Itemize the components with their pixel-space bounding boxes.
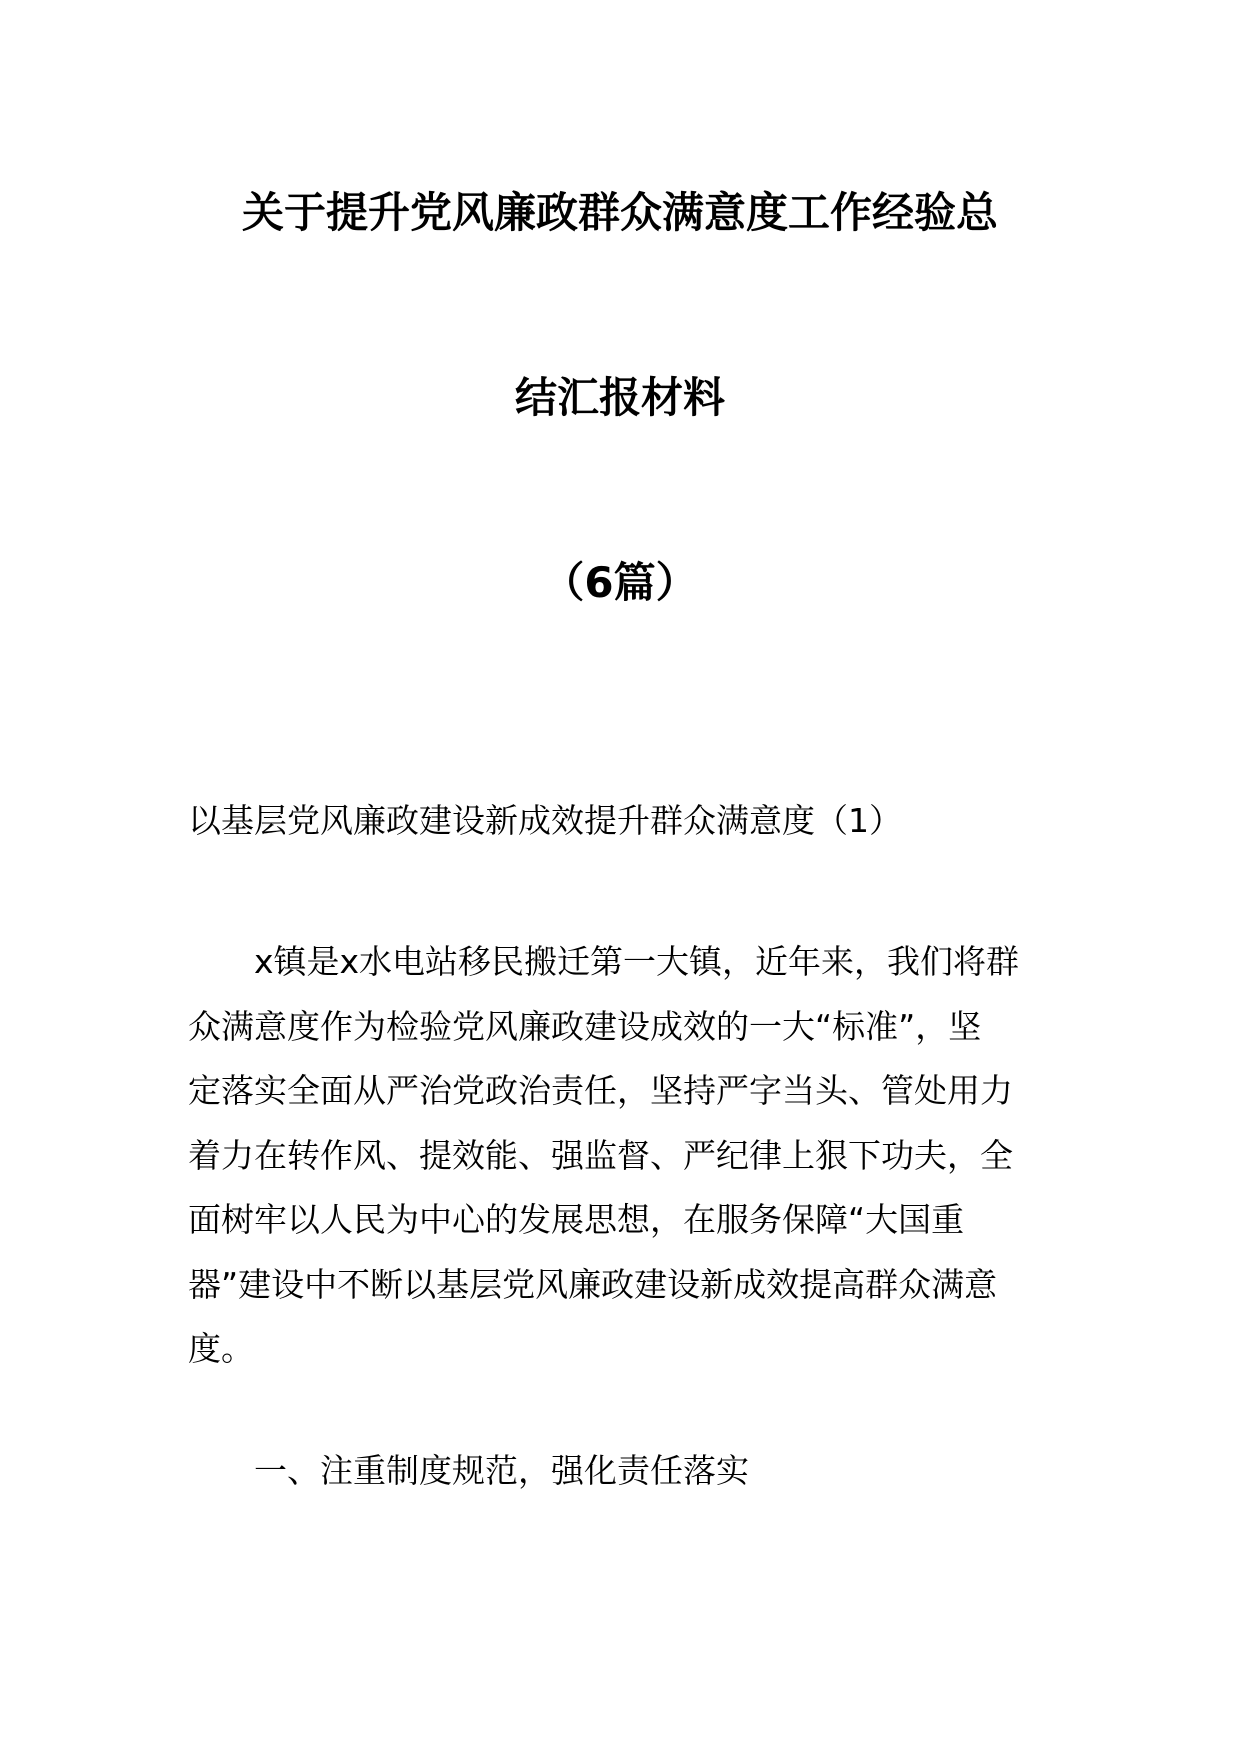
document-title-count: （6篇）	[542, 558, 698, 607]
document-title-line-1: 关于提升党风廉政群众满意度工作经验总	[241, 188, 998, 237]
paragraph-line: 面树牢以人民为中心的发展思想，在服务保障“大国重	[188, 1200, 965, 1239]
paragraph-line: 众满意度作为检验党风廉政建设成效的一大“标准”，坚	[188, 1006, 982, 1046]
paragraph-line: 着力在转作风、提效能、强监督、严纪律上狠下功夫，全	[188, 1135, 1013, 1175]
section-heading: 一、注重制度规范，强化责任落实	[254, 1451, 749, 1490]
paragraph-line: x镇是x水电站移民搬迁第一大镇，近年来，我们将群	[254, 942, 1020, 981]
article-subtitle: 以基层党风廉政建设新成效提升群众满意度（1）	[188, 801, 902, 840]
paragraph-line: 度。	[188, 1329, 254, 1368]
paragraph-line: 定落实全面从严治党政治责任，坚持严字当头、管处用力	[188, 1071, 1013, 1110]
document-title-line-2: 结汇报材料	[514, 373, 725, 422]
paragraph-line: 器”建设中不断以基层党风廉政建设新成效提高群众满意	[188, 1264, 998, 1304]
intro-paragraph	[188, 930, 1058, 1382]
